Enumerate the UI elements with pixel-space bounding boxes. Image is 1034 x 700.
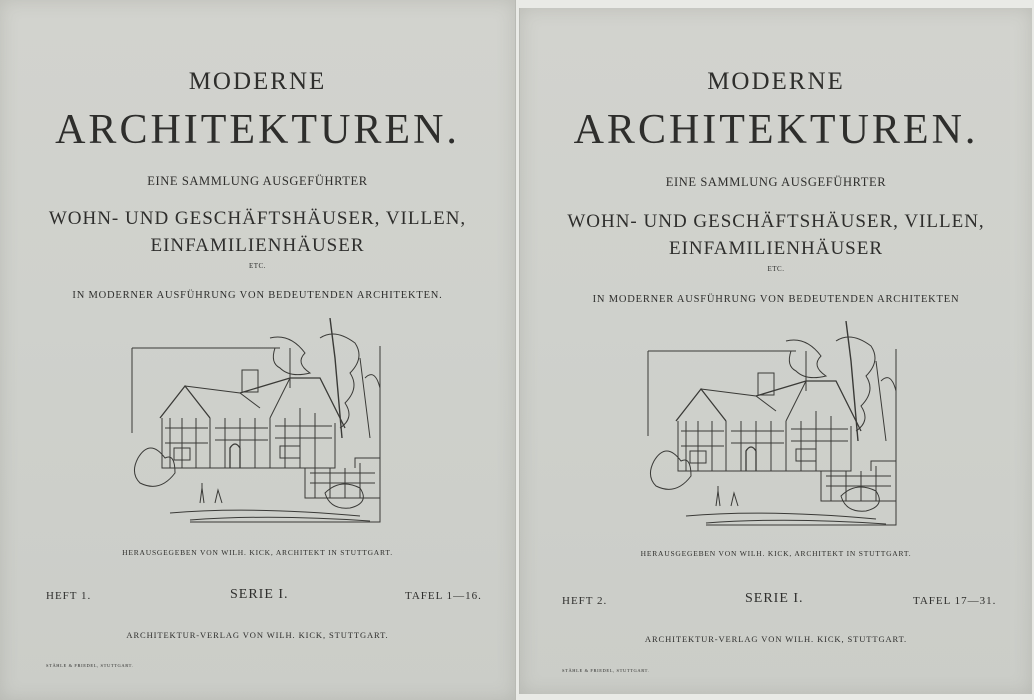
subtitle-sammlung: EINE SAMMLUNG AUSGEFÜHRTER [147,174,368,188]
serie-label: SERIE I. [230,587,289,602]
serie-label: SERIE I. [745,591,804,606]
title-moderne: MODERNE [188,68,327,95]
title-architekturen: ARCHITEKTUREN. [55,107,460,153]
subtitle-wohn-line2: EINFAMILIENHÄUSER [668,238,884,259]
subtitle-architekten: IN MODERNER AUSFÜHRUNG VON BEDEUTENDEN ARCHITEKTEN [592,294,960,305]
publisher-line: HERAUSGEGEBEN VON WILH. KICK, ARCHITEKT IN STUTTGART. [122,548,393,557]
title-architekturen: ARCHITEKTUREN. [573,107,979,153]
printer-imprint: STÄHLE & FRIEDEL, STUTTGART. [562,668,650,673]
etc-label: ETC. [767,265,785,273]
subtitle-wohn-line1: WOHN- UND GESCHÄFTSHÄUSER, VILLEN, [48,208,467,229]
subtitle-wohn-line1: WOHN- UND GESCHÄFTSHÄUSER, VILLEN, [567,211,985,232]
tafel-range: TAFEL 1—16. [405,590,482,602]
title-moderne: MODERNE [707,68,845,95]
etc-label: ETC. [249,262,266,270]
printer-imprint: STÄHLE & FRIEDEL, STUTTGART. [46,663,134,668]
heft-number: HEFT 2. [562,595,608,607]
subtitle-architekten: IN MODERNER AUSFÜHRUNG VON BEDEUTENDEN ARCHITEKTEN. [72,290,443,301]
verlag-line: ARCHITEKTUR-VERLAG VON WILH. KICK, STUTTGART. [644,634,908,644]
subtitle-wohn-line2: EINFAMILIENHÄUSER [150,235,365,256]
tudor-house-engraving-icon [130,318,385,530]
publisher-line: HERAUSGEGEBEN VON WILH. KICK, ARCHITEKT IN STUTTGART. [640,549,912,558]
subtitle-sammlung: EINE SAMMLUNG AUSGEFÜHRTER [665,175,887,189]
cover-heft-2 [519,8,1032,694]
tudor-house-engraving-icon [646,321,901,533]
heft-number: HEFT 1. [46,590,92,602]
cover-heft-1 [0,0,516,700]
tafel-range: TAFEL 17—31. [913,595,997,607]
verlag-line: ARCHITEKTUR-VERLAG VON WILH. KICK, STUTTGART. [126,630,389,640]
